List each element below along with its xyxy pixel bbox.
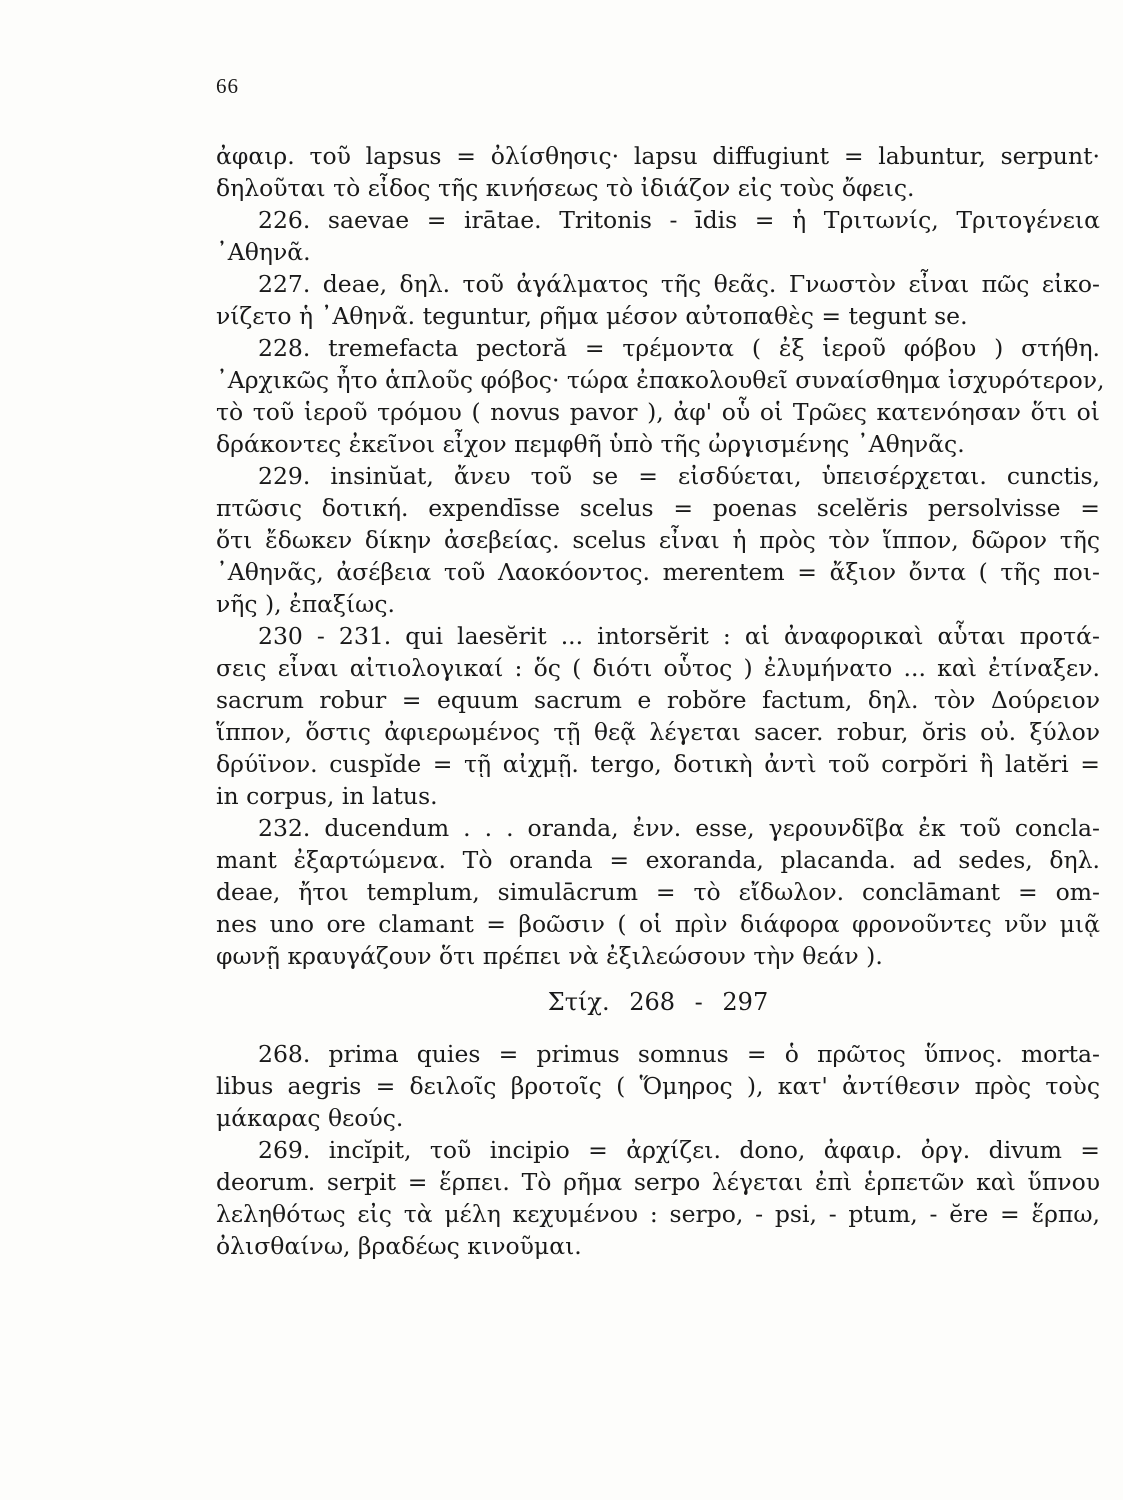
text-line: in corpus, in latus.: [216, 782, 438, 810]
text-line: νίζετο ἡ ᾿Αθηνᾶ. teguntur, ρῆμα μέσον αὐτοπαθὲς = tegunt se.: [216, 302, 968, 330]
text-line: 226. saevae = irātae. Tritonis - īdis = ἡ Τριτωνίς, Τριτογένεια: [258, 206, 1100, 234]
text-line: δρύϊνον. cuspĭde = τῇ αἰχμῇ. tergo, δοτικὴ ἀντὶ τοῦ corpŏri ἢ latĕri =: [216, 750, 1100, 778]
text-line: μάκαρας θεούς.: [216, 1104, 404, 1132]
text-line: deae, ἤτοι templum, simulācrum = τὸ εἴδωλον. conclāmant = om-: [216, 878, 1100, 906]
section-heading: Στίχ. 268 - 297: [547, 988, 769, 1016]
text-line: πτῶσις δοτική. expendīsse scelus = poenas scelĕris persolvisse =: [216, 494, 1100, 522]
text-line: sacrum robur = equum sacrum e robŏre factum, δηλ. τὸν Δούρειον: [216, 686, 1100, 714]
text-line: 268. prima quies = primus somnus = ὁ πρῶτος ὕπνος. morta-: [258, 1040, 1100, 1068]
text-line: νῆς ), ἐπαξίως.: [216, 590, 395, 618]
text-line: 228. tremefacta pectoră = τρέμοντα ( ἐξ ἱεροῦ φόβου ) στήθη.: [258, 334, 1100, 362]
text-line: ὀλισθαίνω, βραδέως κινοῦμαι.: [216, 1232, 582, 1260]
commentary-text: [216, 140, 1105, 1262]
page-number: 66: [216, 74, 239, 98]
text-line: 232. ducendum . . . oranda, ἐνν. esse, γερουνδῖβα ἐκ τοῦ concla-: [258, 814, 1100, 842]
text-line: ἀφαιρ. τοῦ lapsus = ὀλίσθησις· lapsu diffugiunt = labuntur, serpunt·: [216, 142, 1100, 170]
commentary-block-first: [216, 140, 1105, 972]
text-line: 269. incĭpit, τοῦ incipio = ἀρχίζει. dono, ἀφαιρ. ὀργ. divum =: [258, 1136, 1100, 1164]
text-line: libus aegris = δειλοῖς βροτοῖς ( Ὅμηρος ), κατ' ἀντίθεσιν πρὸς τοὺς: [216, 1072, 1100, 1100]
text-line: ἵππον, ὅστις ἀφιερωμένος τῇ θεᾷ λέγεται sacer. robur, ŏris οὐ. ξύλον: [216, 718, 1100, 746]
text-line: deorum. serpit = ἕρπει. Τὸ ρῆμα serpo λέγεται ἐπὶ ἑρπετῶν καὶ ὕπνου: [216, 1168, 1100, 1196]
text-line: δηλοῦται τὸ εἶδος τῆς κινήσεως τὸ ἰδιάζον εἰς τοὺς ὄφεις.: [216, 174, 915, 202]
text-line: φωνῇ κραυγάζουν ὅτι πρέπει νὰ ἐξιλεώσουν τὴν θεάν ).: [216, 942, 883, 970]
text-line: ᾿Αθηνᾶς, ἀσέβεια τοῦ Λαοκόοντος. merentem = ἄξιον ὄντα ( τῆς ποι-: [216, 558, 1100, 586]
text-line: 229. insinŭat, ἄνευ τοῦ se = εἰσδύεται, ὑπεισέρχεται. cunctis,: [258, 462, 1100, 490]
text-line: mant ἐξαρτώμενα. Τὸ oranda = exoranda, placanda. ad sedes, δηλ.: [216, 846, 1100, 874]
text-line: ᾿Αρχικῶς ἦτο ἁπλοῦς φόβος· τώρα ἐπακολουθεῖ συναίσθημα ἰσχυρότερον,: [216, 366, 1105, 394]
commentary-block-second: [216, 1038, 1100, 1262]
text-line: τὸ τοῦ ἱεροῦ τρόμου ( novus pavor ), ἀφ' οὗ οἱ Τρῶες κατενόησαν ὅτι οἱ: [216, 398, 1100, 426]
text-line: 227. deae, δηλ. τοῦ ἀγάλματος τῆς θεᾶς. Γνωστὸν εἶναι πῶς εἰκο-: [258, 270, 1100, 298]
text-line: δράκοντες ἐκεῖνοι εἶχον πεμφθῆ ὑπὸ τῆς ὠργισμένης ᾿Αθηνᾶς.: [216, 430, 965, 458]
text-line: σεις εἶναι αἰτιολογικαί : ὅς ( διότι οὗτος ) ἐλυμήνατο ... καὶ ἐτίναξεν.: [216, 654, 1100, 682]
text-line: 230 - 231. qui laesĕrit ... intorsĕrit : αἱ ἀναφορικαὶ αὗται προτά-: [258, 622, 1100, 650]
text-line: nes uno ore clamant = βοῶσιν ( οἱ πρὶν διάφορα φρονοῦντες νῦν μιᾷ: [216, 910, 1100, 938]
text-line: λεληθότως εἰς τὰ μέλη κεχυμένου : serpo, - psi, - ptum, - ĕre = ἕρπω,: [216, 1200, 1100, 1228]
text-line: ᾿Αθηνᾶ.: [216, 238, 311, 266]
text-line: ὅτι ἔδωκεν δίκην ἀσεβείας. scelus εἶναι ἡ πρὸς τὸν ἵππον, δῶρον τῆς: [216, 526, 1100, 554]
